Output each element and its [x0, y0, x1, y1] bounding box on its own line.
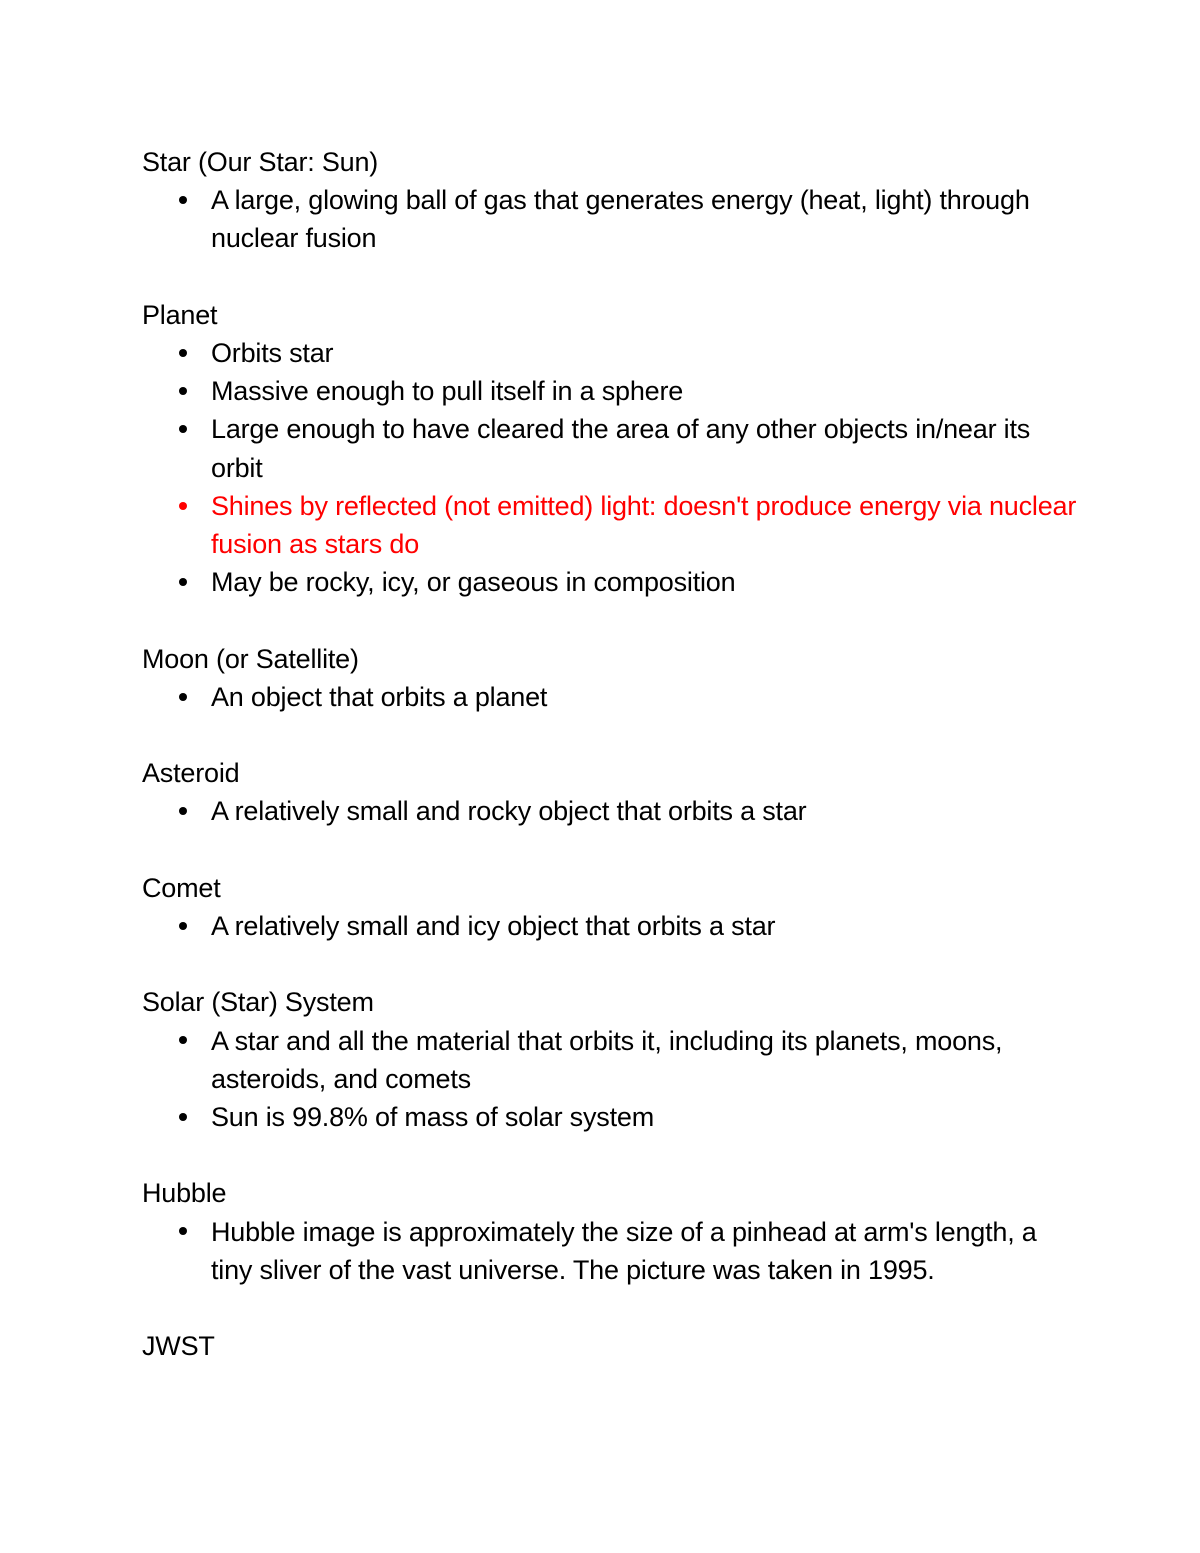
list-item — [142, 334, 1082, 372]
list-item-text: Orbits star — [211, 338, 334, 368]
bullet-icon — [176, 678, 190, 716]
bullet-list — [142, 907, 1082, 945]
list-item — [142, 1022, 1082, 1098]
bullet-icon — [176, 907, 190, 945]
bullet-icon — [176, 410, 190, 448]
section-heading: Moon (or Satellite) — [142, 643, 359, 674]
list-item — [142, 181, 1082, 257]
list-item-text: Hubble image is approximately the size of a pinhead at arm's length, a tiny sliver of the vast universe. The picture was taken in 1995. — [211, 1216, 1037, 1285]
list-item-text: A star and all the material that orbits it, including its planets, moons, asteroids, and comets — [211, 1025, 1003, 1094]
list-item-text: A relatively small and icy object that orbits a star — [211, 911, 776, 941]
bullet-icon — [176, 1098, 190, 1136]
section-heading: Solar (Star) System — [142, 987, 374, 1018]
bullet-list — [142, 1022, 1082, 1137]
bullet-icon — [176, 334, 190, 372]
section-hubble — [142, 1174, 1082, 1289]
list-item — [142, 678, 1082, 716]
bullet-list — [142, 792, 1082, 830]
bullet-icon — [176, 792, 190, 830]
bullet-icon — [176, 487, 190, 525]
list-item-text: May be rocky, icy, or gaseous in composition — [211, 567, 736, 598]
list-item — [142, 563, 1082, 601]
bullet-list — [142, 334, 1082, 601]
list-item-text: Sun is 99.8% of mass of solar system — [211, 1102, 654, 1132]
list-item-text: Shines by reflected (not emitted) light: doesn't produce energy via nuclear fusion as stars do — [211, 490, 1077, 560]
list-item — [142, 1213, 1082, 1289]
list-item-text: A large, glowing ball of gas that generates energy (heat, light) through nuclear fusion — [211, 185, 1030, 254]
bullet-icon — [176, 563, 190, 601]
section-moon — [142, 640, 1082, 716]
list-item — [142, 410, 1082, 486]
section-heading: Asteroid — [142, 758, 240, 789]
section-heading: Star (Our Star: Sun) — [142, 147, 379, 177]
list-item — [142, 792, 1082, 830]
bullet-icon — [176, 372, 190, 410]
list-item-text: A relatively small and rocky object that orbits a star — [211, 796, 807, 827]
list-item — [142, 372, 1082, 410]
list-item-text: Large enough to have cleared the area of any other objects in/near its orbit — [211, 414, 1031, 483]
section-heading: Comet — [142, 872, 221, 903]
bullet-icon — [176, 181, 190, 219]
section-heading: Hubble — [142, 1178, 227, 1209]
document-body — [142, 143, 1082, 1404]
bullet-list — [142, 678, 1082, 716]
section-heading: Planet — [142, 299, 218, 330]
section-heading: JWST — [142, 1331, 215, 1362]
list-item — [142, 1098, 1082, 1136]
list-item-highlighted — [142, 487, 1082, 563]
bullet-icon — [176, 1022, 190, 1060]
list-item-text: An object that orbits a planet — [211, 681, 548, 712]
bullet-list — [142, 181, 1082, 257]
section-comet — [142, 869, 1082, 945]
section-asteroid — [142, 754, 1082, 830]
section-jwst — [142, 1327, 1082, 1365]
bullet-icon — [176, 1213, 190, 1251]
section-star — [142, 143, 1082, 258]
list-item-text: Massive enough to pull itself in a sphere — [211, 376, 684, 407]
section-solar-system — [142, 983, 1082, 1136]
section-planet — [142, 296, 1082, 602]
list-item — [142, 907, 1082, 945]
bullet-list — [142, 1213, 1082, 1289]
